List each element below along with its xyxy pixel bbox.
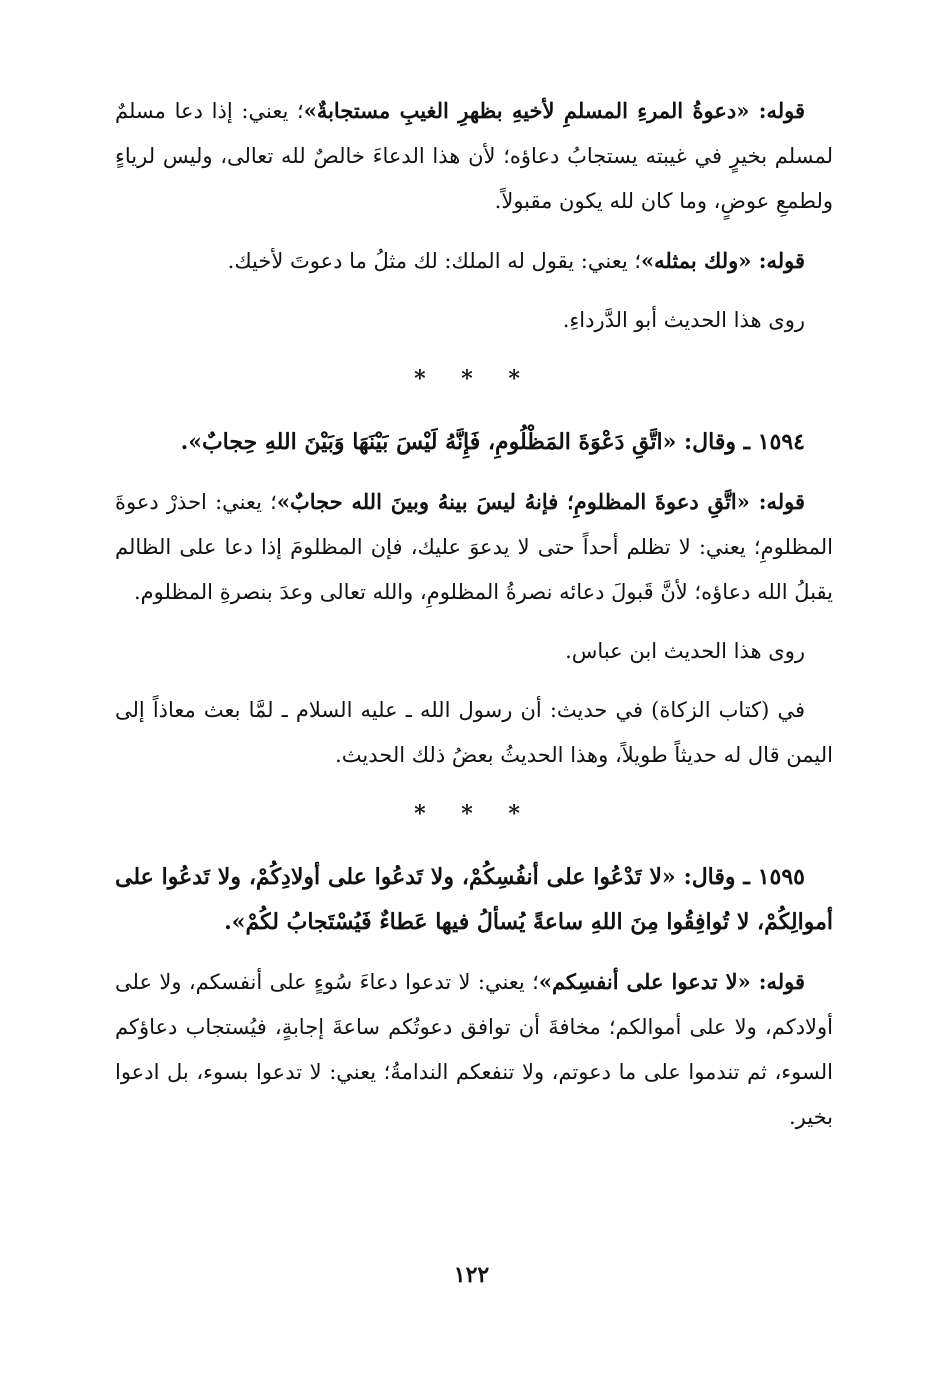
commentary-paragraph-4	[115, 479, 833, 615]
quote-heading: قوله: «اتَّقِ دعوةَ المظلومِ؛ فإنهُ ليسَ بينهُ وبينَ الله حجابٌ»	[276, 489, 805, 514]
commentary-paragraph-7	[115, 959, 833, 1140]
commentary-text: ؛ يعني: لا تدعوا دعاءَ سُوءٍ على أنفسكم، ولا على أولادكم، ولا على أموالكم؛ مخافةَ أن توافق دعوتُكم ساعةَ إجابةٍ، فيُستجاب دعاؤكم السوء، ثم تندموا على ما دعوتم، ولا تنفعكم الندامةُ؛ يعني: لا تدعوا بسوء، بل ادعوا بخير.	[115, 970, 833, 1129]
narrator-note-2: روى هذا الحديث ابن عباس.	[565, 639, 805, 663]
page-body	[115, 88, 833, 1154]
quote-heading: قوله: «لا تدعوا على أنفسِكم»	[538, 969, 805, 994]
commentary-text: ؛ يعني: يقول له الملك: لك مثلُ ما دعوتَ لأخيك.	[227, 249, 642, 273]
section-separator: * * *	[414, 801, 534, 827]
commentary-paragraph-2	[115, 238, 833, 284]
hadith-1595: ١٥٩٥ ـ وقال: «لا تَدْعُوا على أنفُسِكُمْ، ولا تَدعُوا على أولادِكُمْ، ولا تَدعُوا على أموالِكُمْ، لا تُوافِقُوا مِنَ اللهِ ساعةً يُسألُ فيها عَطاءٌ فَيُسْتَجابُ لكُمْ».	[115, 864, 833, 935]
section-separator: * * *	[414, 366, 534, 392]
quote-heading: قوله: «ولك بمثله»	[641, 248, 805, 273]
commentary-paragraph-1	[115, 88, 833, 224]
quote-heading: قوله: «دعوةُ المرءِ المسلمِ لأخيهِ بظهرِ الغيبِ مستجابةٌ»	[303, 98, 805, 123]
page-number: ١٢٢	[453, 1262, 490, 1288]
reference-paragraph: في (كتاب الزكاة) في حديث: أن رسول الله ـ عليه السلام ـ لمَّا بعث معاذاً إلى اليمن قال له حديثاً طويلاً، وهذا الحديثُ بعضُ ذلك الحديث.	[115, 698, 833, 767]
commentary-text: ؛ يعني: احذرْ دعوةَ المظلومِ؛ يعني: لا تظلم أحداً حتى لا يدعوَ عليك، فإن المظلومَ إذا دعا على الظالم يقبلُ الله دعاؤه؛ لأنَّ قَبولَ دعائه نصرةُ المظلومِ، والله تعالى وعدَ بنصرةِ المظلوم.	[115, 490, 833, 604]
narrator-note-1: روى هذا الحديث أبو الدَّرداءِ.	[562, 308, 805, 332]
commentary-text: ؛ يعني: إذا دعا مسلمٌ لمسلم بخيرٍ في غيبته يستجابُ دعاؤه؛ لأن هذا الدعاءَ خالصٌ لله تعالى، وليس لرياءٍ ولطمعِ عوضٍ، وما كان لله يكون مقبولاً.	[115, 99, 833, 213]
hadith-1594: ١٥٩٤ ـ وقال: «اتَّقِ دَعْوَةَ المَظْلُومِ، فَإِنَّهُ لَيْسَ بَيْنَهَا وَبَيْنَ اللهِ حِجابٌ».	[180, 429, 805, 455]
